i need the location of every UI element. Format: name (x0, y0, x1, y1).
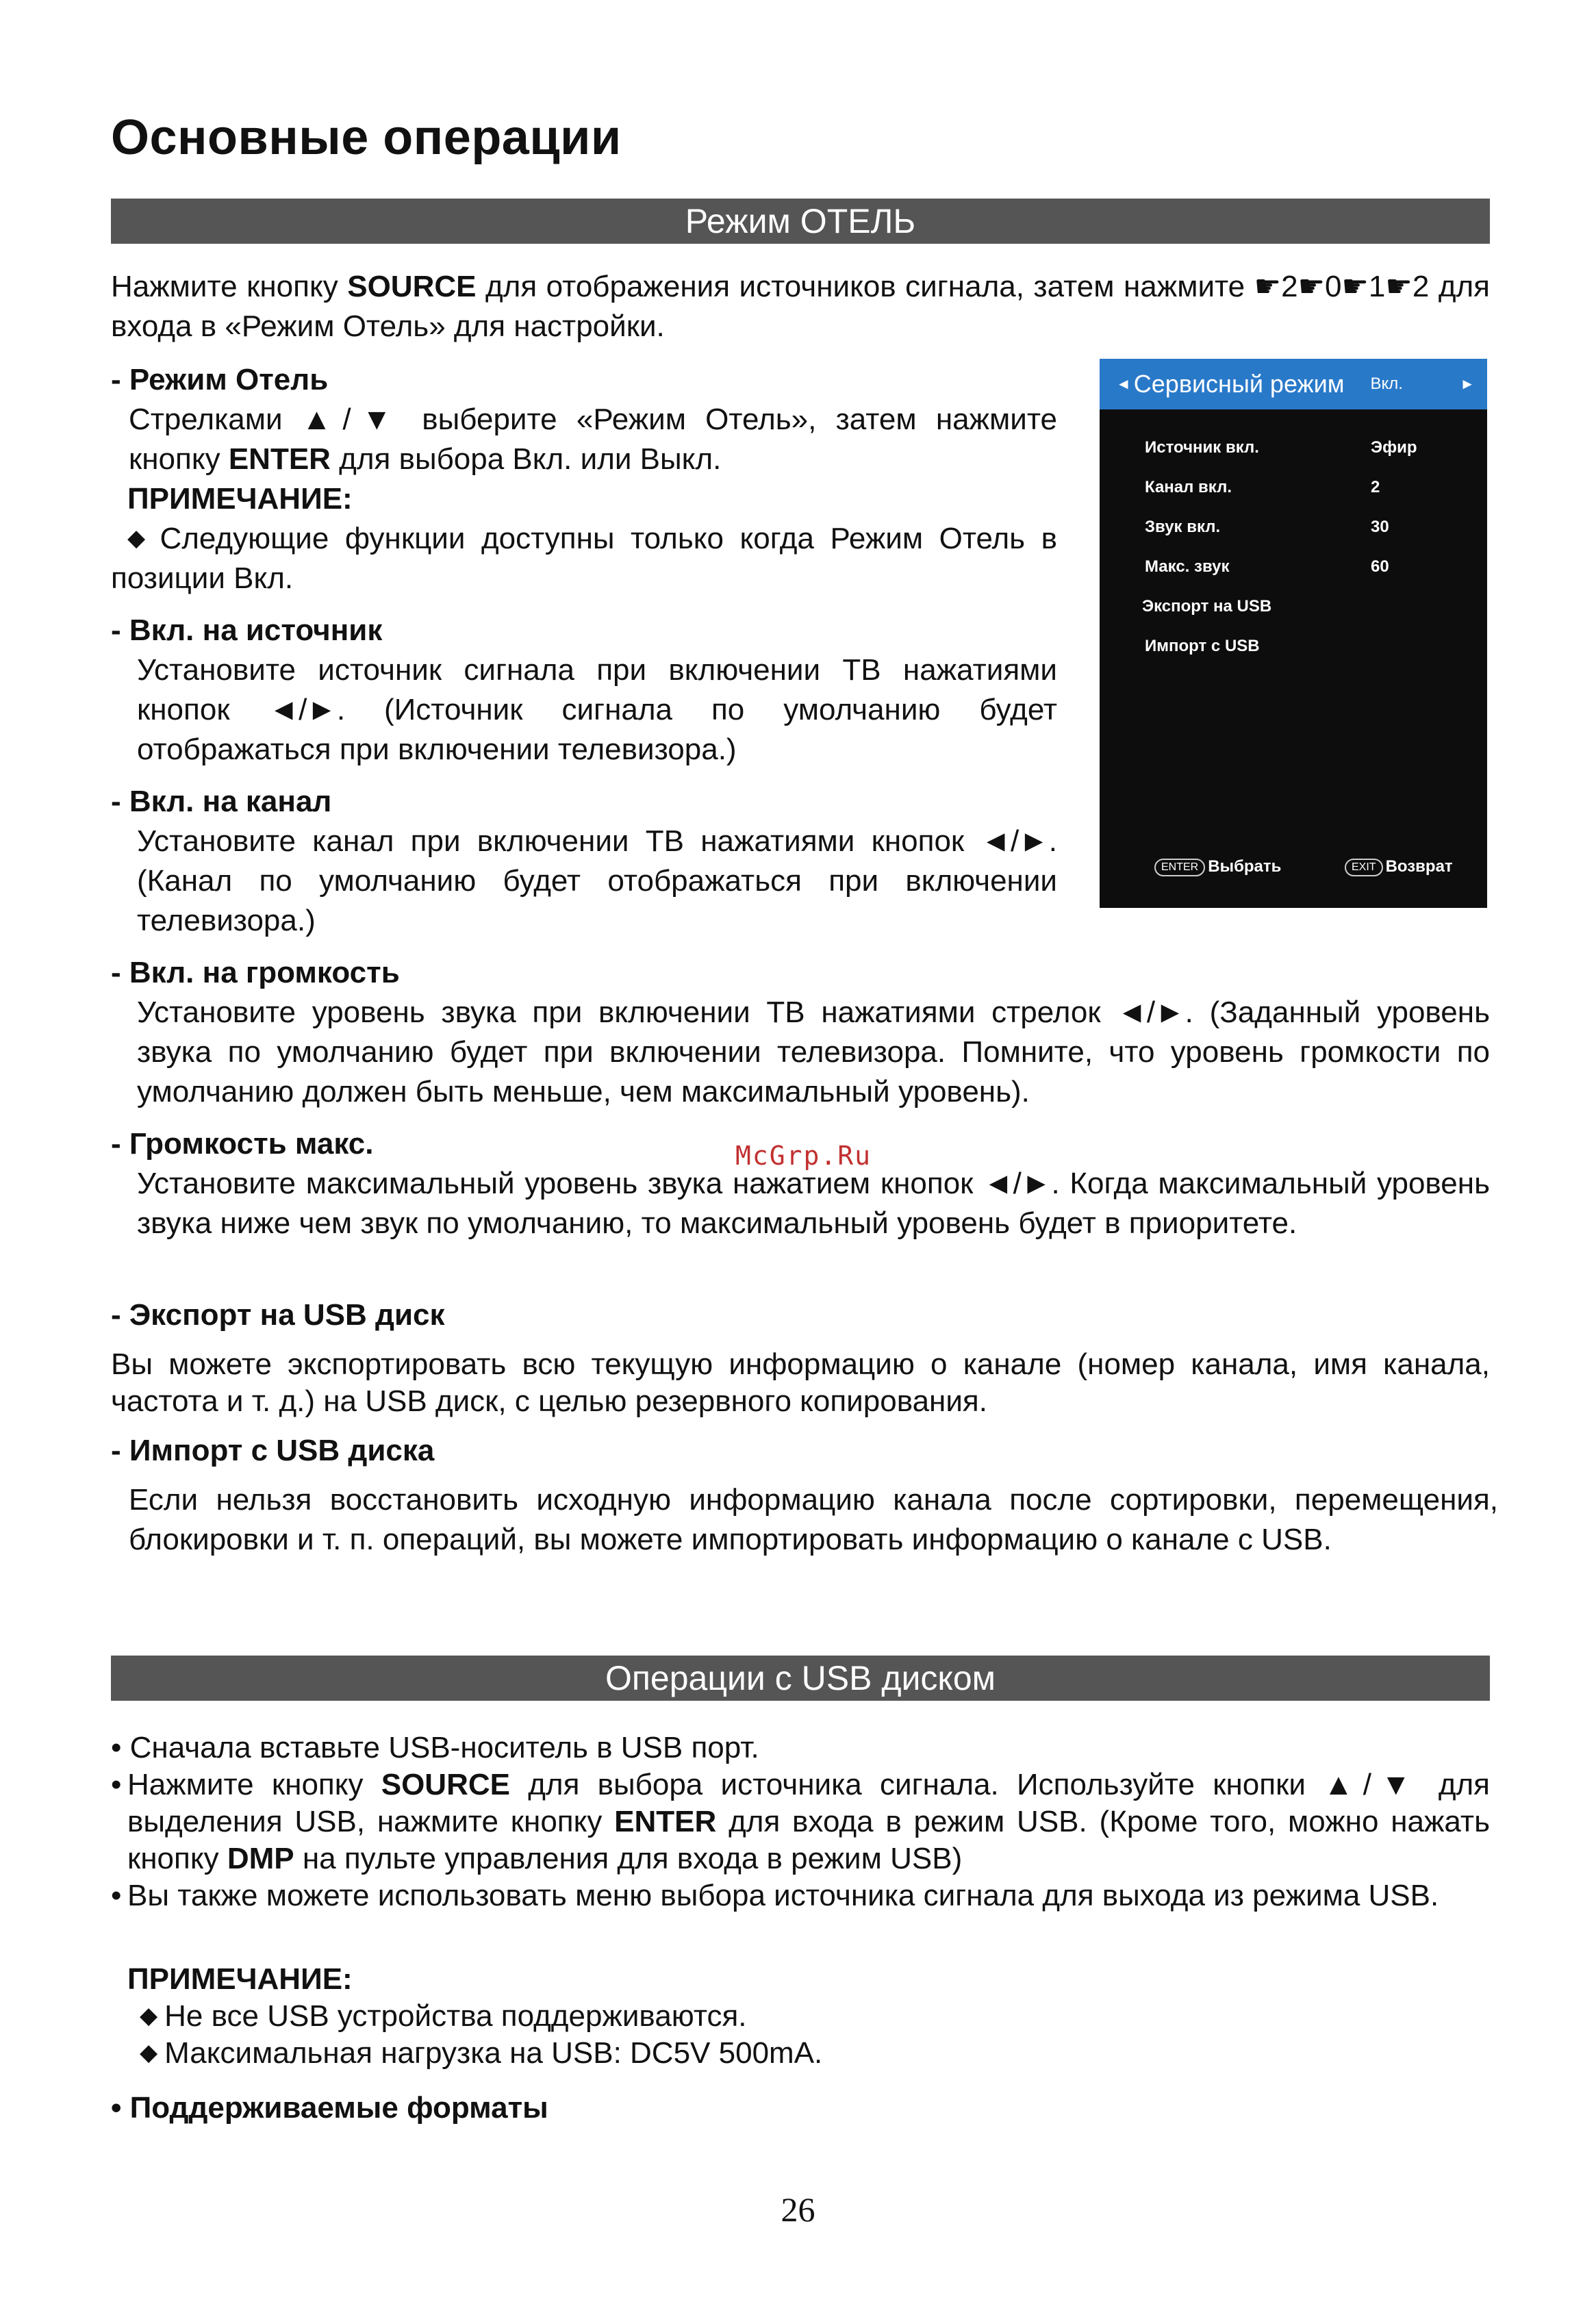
channel-on-text: Установите канал при включении ТВ нажатиями кнопок ◄/►. (Канал по умолчанию будет отображаться при включении телевизора.) (137, 824, 1057, 937)
volume-max-text: Установите максимальный уровень звука нажатием кнопок ◄/►. Когда максимальный уровень звука ниже чем звук по умолчанию, то максимальный уровень будет в приоритете. (137, 1167, 1490, 1240)
diamond-bullet-icon: ◆ (127, 525, 153, 551)
hotel-mode-line2: кнопку ENTER для выбора Вкл. или Выкл. (129, 442, 722, 476)
heading-usb-import: - Импорт с USB диска (111, 1434, 435, 1467)
usb-import-text: Если нельзя восстановить исходную информацию канала после сортировки, перемещения, блокировки и т. п. операций, вы можете импортировать информацию о канале с USB. (129, 1483, 1498, 1556)
menu-title: Сервисный режим (1133, 370, 1345, 398)
usb-export-text: Вы можете экспортировать всю текущую информацию о канале (номер канала, имя канала, частота и т. д.) на USB диск, с целью резервного копирования. (111, 1347, 1490, 1418)
heading-volume-max: - Громкость макс. (111, 1127, 374, 1161)
source-on-text: Установите источник сигнала при включении ТВ нажатиями кнопок ◄/►. (Источник сигнала по умолчанию будет отображаться при включении телевизора.) (137, 653, 1057, 766)
menu-state: Вкл. (1370, 375, 1403, 393)
menu-footer-exit: EXIT Возврат (1345, 857, 1453, 878)
heading-source-on: - Вкл. на источник (111, 613, 383, 647)
hotel-mode-line1: Стрелками ▲/▼ выберите «Режим Отель», затем нажмите (129, 403, 1057, 436)
section-bar-usb: Операции с USB диском (111, 1656, 1490, 1701)
exit-key-icon: EXIT (1345, 859, 1383, 876)
heading-volume-on: - Вкл. на громкость (111, 956, 400, 989)
note-heading-usb: ПРИМЕЧАНИЕ: (127, 1962, 353, 1996)
note-hotel-line2: позиции Вкл. (111, 561, 294, 595)
diamond-bullet-icon: ◆ (140, 2040, 158, 2066)
heading-channel-on: - Вкл. на канал (111, 785, 332, 818)
menu-row-volume-max: Макс. звук 60 (1145, 557, 1389, 576)
enter-key-icon: ENTER (1154, 859, 1205, 876)
menu-row-usb-export: Экспорт на USB (1142, 597, 1272, 616)
section-bar-hotel-mode: Режим ОТЕЛЬ (111, 199, 1490, 244)
page-number: 26 (781, 2190, 815, 2229)
heading-supported-formats: • Поддерживаемые форматы (111, 2091, 548, 2125)
bullet-icon: • (111, 1879, 122, 1912)
arrow-left-icon: ◄ (1116, 375, 1131, 392)
menu-row-volume-on: Звук вкл. 30 (1145, 518, 1389, 536)
menu-header (1100, 359, 1487, 409)
menu-row-source-on: Источник вкл. Эфир (1145, 438, 1417, 457)
arrow-right-icon: ► (1460, 375, 1475, 392)
heading-usb-export: - Экспорт на USB диск (111, 1298, 445, 1332)
bullet-icon: • (111, 1768, 122, 1801)
usb-bullet-1: • Сначала вставьте USB-носитель в USB порт. (111, 1731, 759, 1764)
usb-note-2: ◆ Максимальная нагрузка на USB: DC5V 500mA. (140, 2036, 823, 2070)
page-title: Основные операции (111, 110, 622, 165)
volume-on-text: Установите уровень звука при включении ТВ нажатиями стрелок ◄/►. (Заданный уровень звука по умолчанию будет при включении телевизора. Помните, что уровень громкости по умолчанию должен быть меньше, чем максимальный уровень). (137, 996, 1490, 1108)
menu-row-channel-on: Канал вкл. 2 (1145, 478, 1380, 496)
watermark: McGrp.Ru (735, 1141, 872, 1171)
enter-key: ENTER (228, 442, 331, 476)
usb-note-1: ◆ Не все USB устройства поддерживаются. (140, 1999, 747, 2033)
intro-paragraph: Нажмите кнопку SOURCE для отображения источников сигнала, затем нажмите ☛2☛0☛1☛2 для входа в «Режим Отель» для настройки. (111, 267, 1490, 346)
bullet-icon: • (111, 1731, 122, 1764)
menu-footer-enter: ENTER Выбрать (1154, 857, 1281, 878)
heading-hotel-mode: - Режим Отель (111, 363, 329, 396)
usb-bullet-2: Нажмите кнопку SOURCE для выбора источника сигнала. Используйте кнопки ▲/▼ для выделения USB, нажмите кнопку ENTER для входа в режим USB. (Кроме того, можно нажать кнопку DMP на пульте управления для входа в режим USB) (127, 1768, 1491, 1875)
menu-row-usb-import: Импорт с USB (1145, 637, 1260, 655)
tv-service-menu (1100, 359, 1487, 908)
note-heading-hotel: ПРИМЕЧАНИЕ: (127, 482, 353, 516)
usb-bullet-3: Вы также можете использовать меню выбора источника сигнала для выхода из режима USB. (127, 1879, 1439, 1912)
diamond-bullet-icon: ◆ (140, 2003, 158, 2029)
note-hotel-line1: ◆ Следующие функции доступны только когда Режим Отель в (127, 522, 1057, 555)
